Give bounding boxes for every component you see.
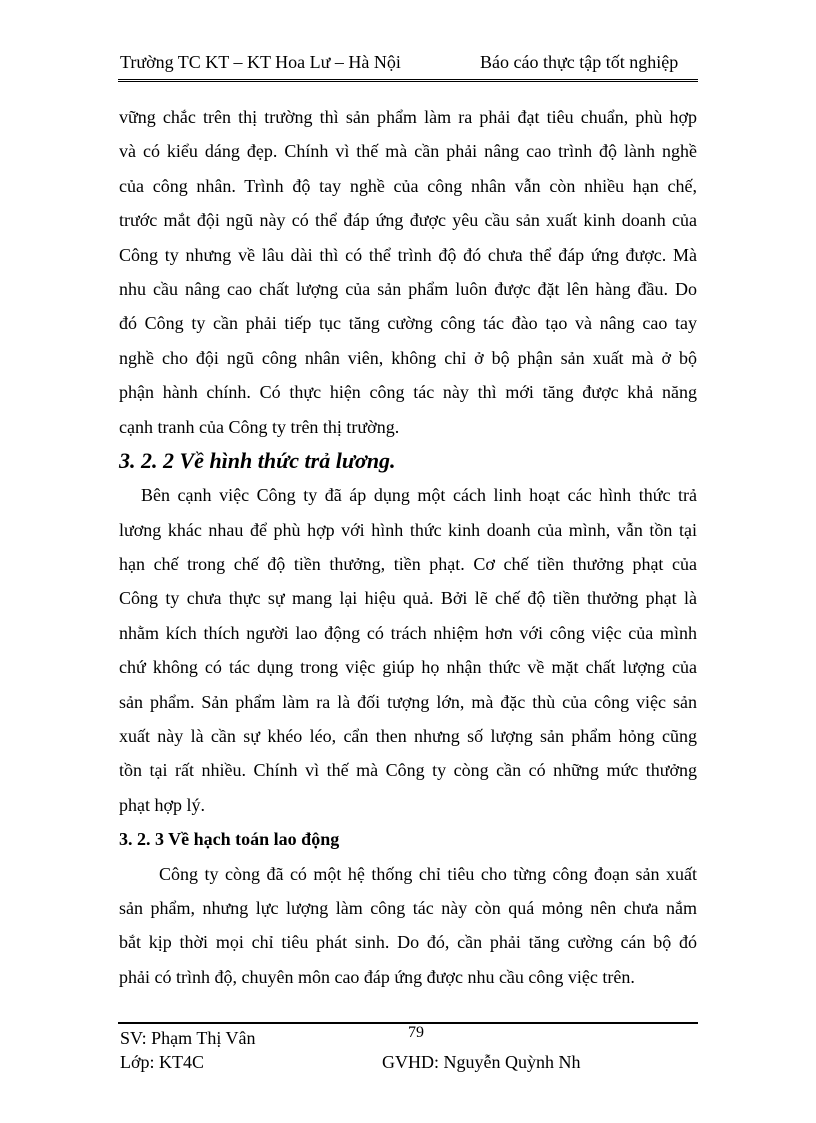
paragraph-line: nhằm kích thích người lao động có trách nhiệm hơn với công việc của mình <box>119 622 697 643</box>
paragraph-line: trước mắt đội ngũ này có thể đáp ứng được yêu cầu sản xuất kinh doanh của <box>119 210 697 231</box>
paragraph-line: cạnh tranh của Công ty trên thị trường. <box>119 416 400 437</box>
footer-advisor: GVHD: Nguyễn Quỳnh Nh <box>382 1052 581 1072</box>
paragraph-line: hạn chế trong chế độ tiền thưởng, tiền phạt. Cơ chế tiền thưởng phạt của <box>119 554 697 575</box>
paragraph-line: và có kiểu dáng đẹp. Chính vì thế mà cần phải nâng cao trình độ lành nghề <box>119 141 697 162</box>
paragraph-line: nghề cho đội ngũ công nhân viên, không chỉ ở bộ phận sản xuất mà ở bộ <box>119 347 697 368</box>
paragraph-line: Công ty còng đã có một hệ thống chỉ tiêu cho từng công đoạn sản xuất <box>159 863 697 884</box>
paragraph-line: chứ không có tác dụng trong việc giúp họ nhận thức về mặt chất lượng của <box>119 657 697 678</box>
paragraph-line: sản phẩm. Sản phẩm làm ra là đối tượng lớn, mà đặc thù của công việc sản <box>119 691 697 712</box>
paragraph-line: phạt hợp lý. <box>119 794 206 815</box>
paragraph-line: lương khác nhau để phù hợp với hình thức kinh doanh của mình, vẫn tồn tại <box>119 519 697 540</box>
paragraph-line: phải có trình độ, chuyên môn cao đáp ứng được nhu cầu công việc trên. <box>119 966 635 987</box>
paragraph-line: bắt kịp thời mọi chỉ tiêu phát sinh. Do đó, cần phải tăng cường cán bộ đó <box>119 932 697 953</box>
paragraph-line: Bên cạnh việc Công ty đã áp dụng một cách linh hoạt các hình thức trả <box>141 485 697 506</box>
section-heading-3-2-3: 3. 2. 3 Về hạch toán lao động <box>119 829 340 850</box>
paragraph-line: Công ty chưa thực sự mang lại hiệu quả. Bởi lẽ chế độ tiền thưởng phạt là <box>119 588 697 609</box>
footer-student: SV: Phạm Thị Vân <box>120 1028 256 1048</box>
paragraph-line: nhu cầu nâng cao chất lượng của sản phẩm luôn được đặt lên hàng đầu. Do <box>119 278 697 299</box>
document-body <box>119 100 697 994</box>
paragraph-line: xuất này là cần sự khéo léo, cẩn then nhưng số lượng sản phẩm hỏng cũng <box>119 726 697 747</box>
paragraph-line: phận hành chính. Có thực hiện công tác này thì mới tăng được khả năng <box>119 382 697 403</box>
paragraph-line: vững chắc trên thị trường thì sản phẩm làm ra phải đạt tiêu chuẩn, phù hợp <box>119 107 697 127</box>
footer-class: Lớp: KT4C <box>120 1052 205 1072</box>
paragraph-line: Công ty nhưng về lâu dài thì có thể trình độ đó chưa thể đáp ứng được. Mà <box>119 244 697 265</box>
paragraph-line: đó Công ty cần phải tiếp tục tăng cường công tác đào tạo và nâng cao tay <box>119 313 697 334</box>
paragraph-line: tồn tại rất nhiều. Chính vì thế mà Công ty còng cần có những mức thưởng <box>119 760 697 781</box>
section-heading-3-2-2: 3. 2. 2 Về hình thức trả lương. <box>119 447 396 473</box>
paragraph-line: sản phẩm, nhưng lực lượng làm công tác này còn quá mỏng nên chưa nắm <box>119 897 697 918</box>
header-report-title: Báo cáo thực tập tốt nghiệp <box>480 52 679 72</box>
header-school: Trường TC KT – KT Hoa Lư – Hà Nội <box>120 52 401 72</box>
header-rule <box>118 79 698 82</box>
page-number: 79 <box>408 1024 424 1041</box>
paragraph-line: của công nhân. Trình độ tay nghề của công nhân vẫn còn nhiều hạn chế, <box>119 175 697 196</box>
